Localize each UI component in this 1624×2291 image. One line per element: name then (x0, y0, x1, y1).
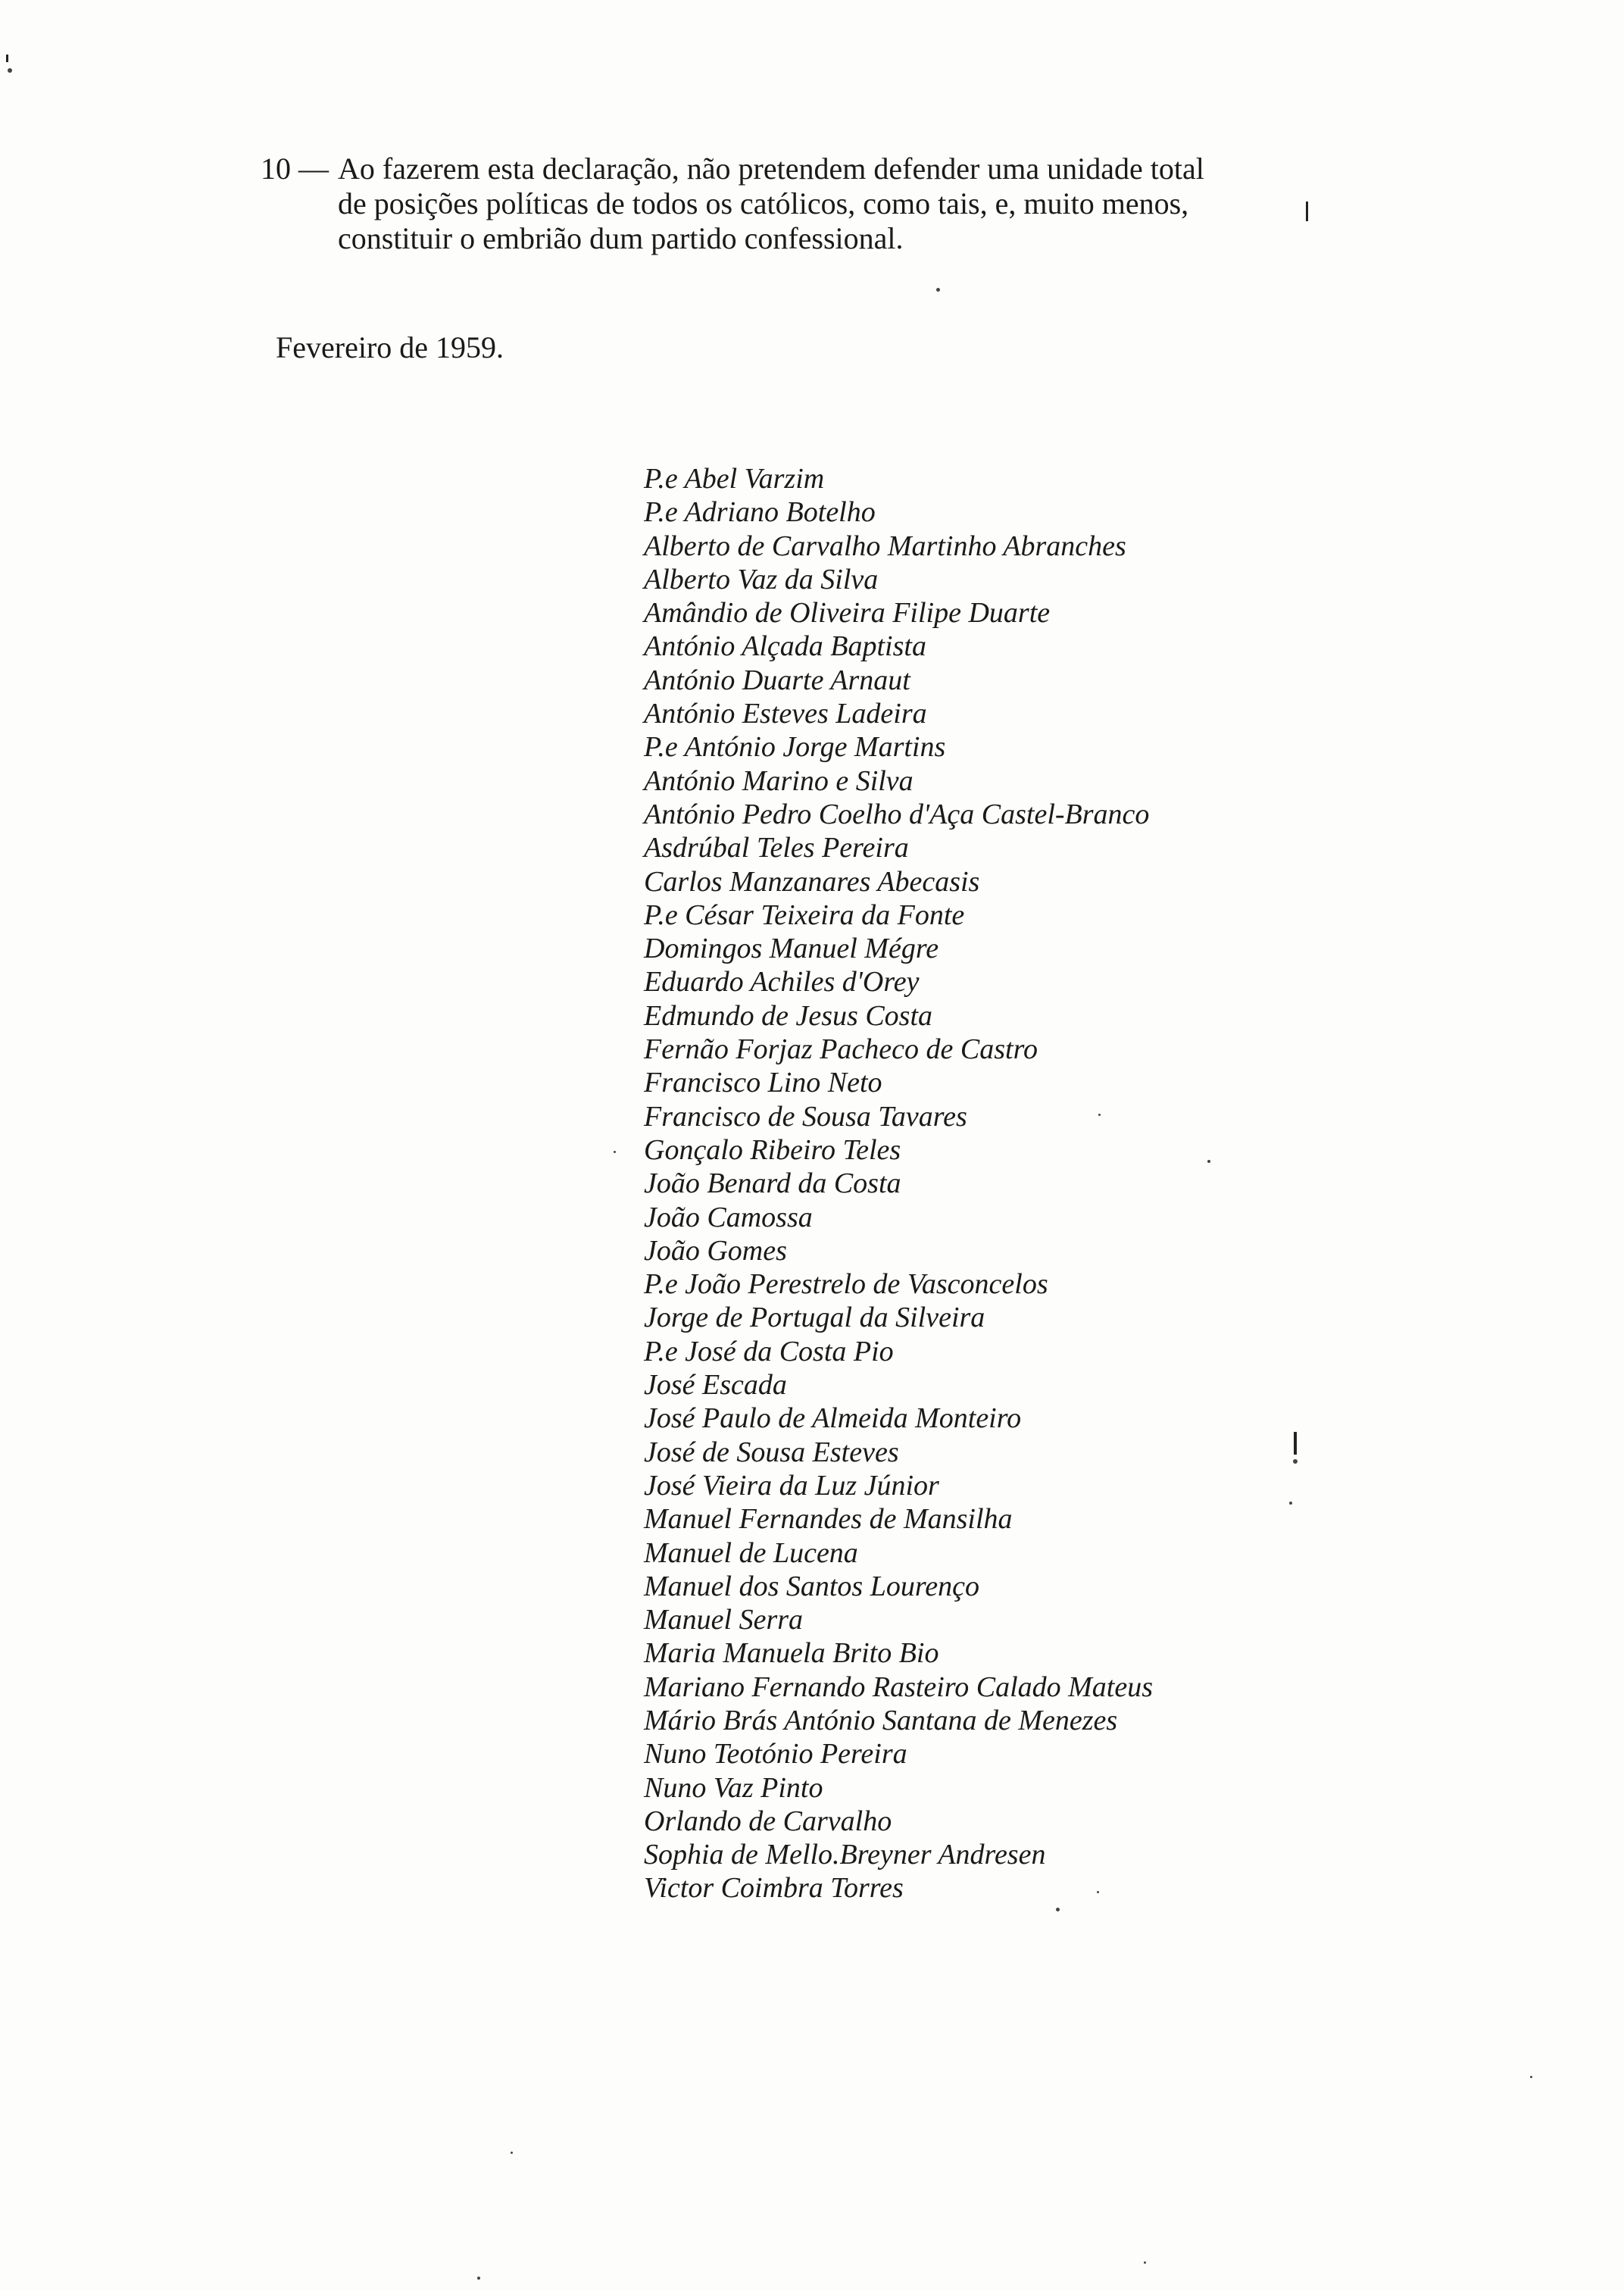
scan-speck (936, 288, 940, 292)
signatory-name: P.e António Jorge Martins (644, 731, 946, 764)
signatory-name: Asdrúbal Teles Pereira (644, 832, 909, 864)
signatory-name: Francisco de Sousa Tavares (644, 1100, 967, 1133)
paragraph-number: 10 — (261, 152, 329, 186)
signatory-name: António Esteves Ladeira (644, 698, 927, 730)
scan-speck (511, 2152, 513, 2154)
signatory-name: P.e Adriano Botelho (644, 496, 876, 529)
signatory-name: P.e José da Costa Pio (644, 1335, 894, 1367)
paragraph-line: Ao fazerem esta declaração, não pretendem defender uma unidade total (338, 152, 1204, 186)
scan-speck (1530, 2076, 1532, 2078)
signatory-name: João Benard da Costa (644, 1167, 901, 1200)
signatory-name: Manuel Fernandes de Mansilha (644, 1503, 1013, 1536)
scan-mark (6, 55, 8, 62)
signatory-name: P.e Abel Varzim (644, 463, 825, 495)
scan-speck (1097, 1891, 1099, 1893)
scan-speck (1289, 1502, 1292, 1505)
signatory-name: Manuel Serra (644, 1604, 804, 1636)
scan-speck (477, 2277, 480, 2280)
signatory-name: Eduardo Achiles d'Orey (644, 966, 920, 999)
signatory-name: António Marino e Silva (644, 764, 914, 797)
paragraph-line: de posições políticas de todos os católicos, como tais, e, muito menos, (338, 186, 1189, 220)
signatory-name: José Vieira da Luz Júnior (644, 1469, 939, 1502)
signatory-name: Jorge de Portugal da Silveira (644, 1302, 985, 1334)
signatory-name: João Camossa (644, 1201, 813, 1233)
signatory-name: António Alçada Baptista (644, 630, 926, 663)
signatory-name: Amândio de Oliveira Filipe Duarte (644, 597, 1051, 630)
signatory-name: Mariano Fernando Rasteiro Calado Mateus (644, 1671, 1153, 1703)
signatory-name: Alberto Vaz da Silva (644, 563, 879, 595)
signatory-name: Gonçalo Ribeiro Teles (644, 1133, 901, 1166)
signatory-name: Fernão Forjaz Pacheco de Castro (644, 1033, 1038, 1066)
signatory-name: Orlando de Carvalho (644, 1805, 892, 1837)
scan-speck (8, 68, 12, 73)
signatory-name: P.e César Teixeira da Fonte (644, 899, 965, 931)
signatory-name: António Duarte Arnaut (644, 664, 910, 696)
scan-mark (1294, 1432, 1297, 1455)
signatory-name: Manuel dos Santos Lourenço (644, 1570, 979, 1602)
signatory-name: Nuno Teotónio Pereira (644, 1738, 907, 1771)
signatory-name: Alberto de Carvalho Martinho Abranches (644, 530, 1126, 562)
scan-speck (1207, 1160, 1210, 1163)
scan-speck (1144, 2261, 1146, 2264)
signatory-name: Manuel de Lucena (644, 1536, 858, 1569)
signatory-name: António Pedro Coelho d'Aça Castel-Branco (644, 798, 1150, 830)
scan-speck (1293, 1459, 1298, 1464)
signatory-name: Victor Coimbra Torres (644, 1872, 904, 1905)
signatory-name: Carlos Manzanares Abecasis (644, 865, 980, 898)
signatory-name: José Escada (644, 1369, 787, 1402)
date-line: Fevereiro de 1959. (276, 330, 504, 364)
signatory-name: Sophia de Mello.Breyner Andresen (644, 1839, 1046, 1871)
signatory-name: José de Sousa Esteves (644, 1436, 899, 1468)
signatory-name: Domingos Manuel Mégre (644, 933, 939, 965)
signatory-name: Edmundo de Jesus Costa (644, 999, 933, 1032)
scan-speck (1098, 1114, 1101, 1116)
signatory-name: P.e João Perestrelo de Vasconcelos (644, 1268, 1048, 1301)
signatory-name: Mário Brás António Santana de Menezes (644, 1704, 1118, 1736)
paragraph-body (338, 152, 1313, 256)
signatory-name: Francisco Lino Neto (644, 1067, 882, 1099)
paragraph-10 (261, 152, 1313, 256)
scan-speck (614, 1151, 616, 1153)
signatory-list (644, 462, 1153, 1905)
paragraph-line: constituir o embrião dum partido confessional. (338, 221, 904, 255)
scan-speck (1056, 1908, 1060, 1911)
signatory-name: Nuno Vaz Pinto (644, 1771, 823, 1804)
signatory-name: João Gomes (644, 1234, 787, 1267)
signatory-name: Maria Manuela Brito Bio (644, 1637, 939, 1670)
signatory-name: José Paulo de Almeida Monteiro (644, 1402, 1022, 1435)
scan-mark (1306, 202, 1308, 221)
